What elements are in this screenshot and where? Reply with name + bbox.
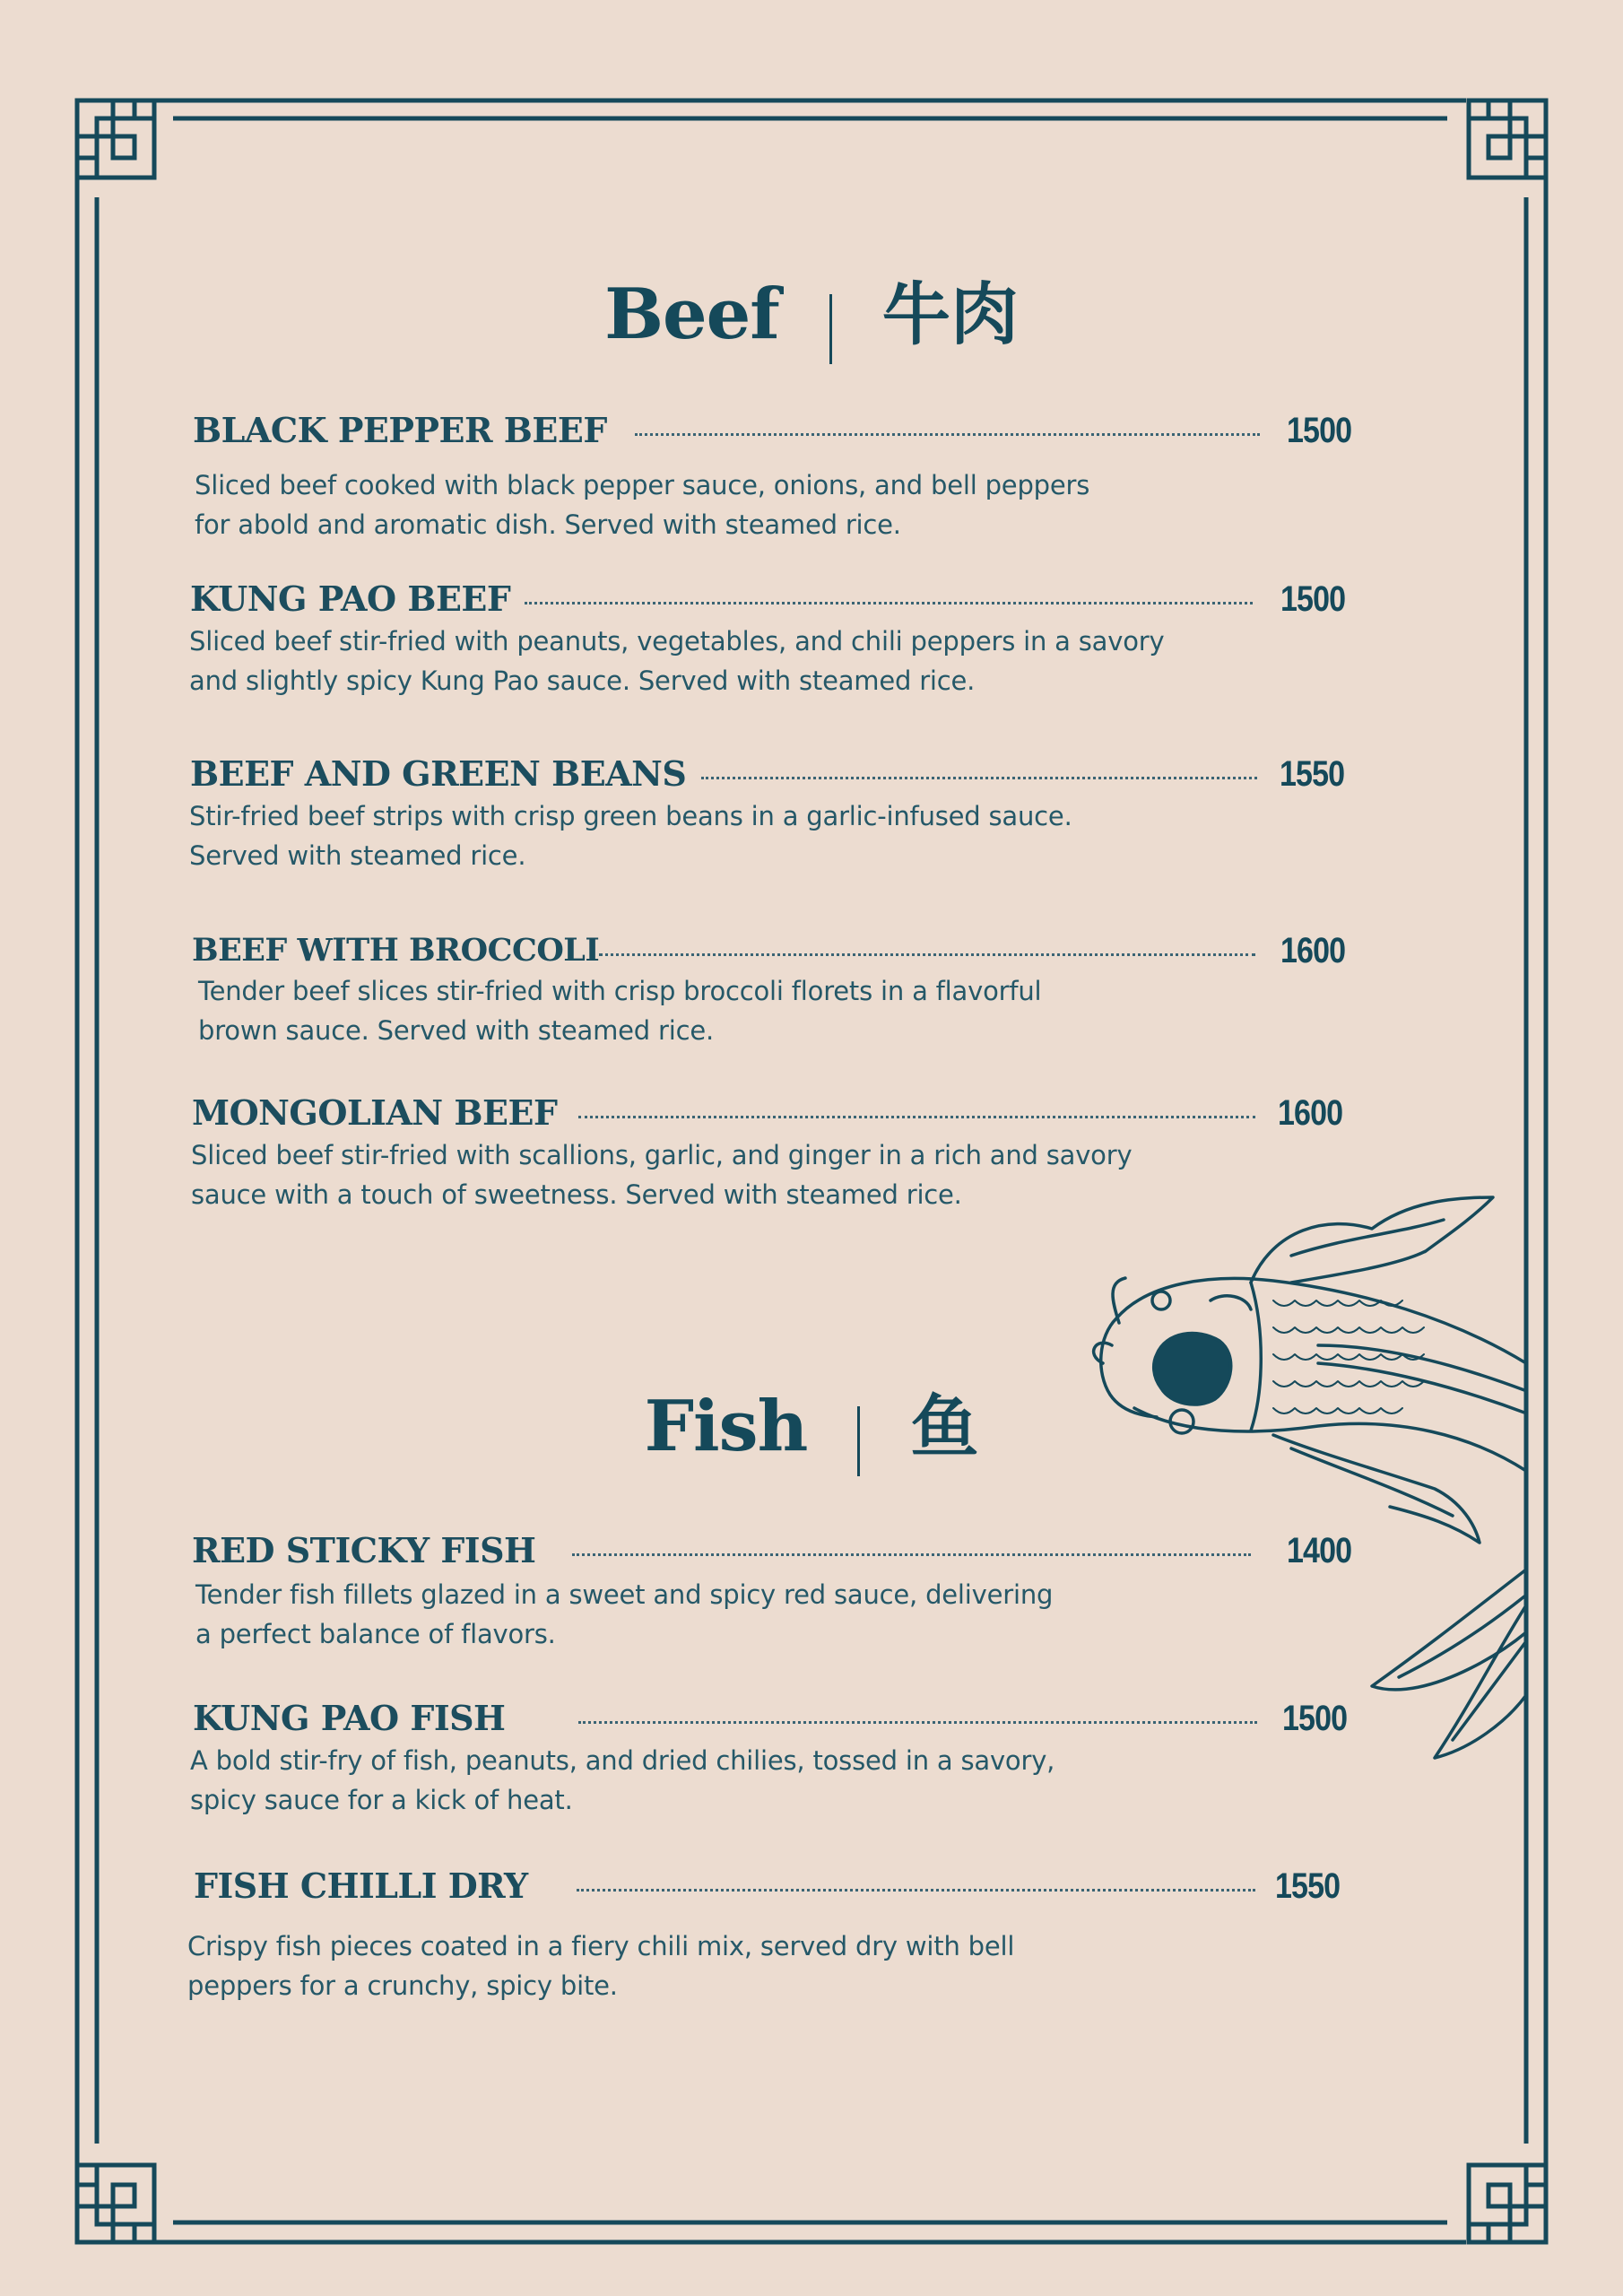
item-description: Sliced beef stir-fried with peanuts, vegetables, and chili peppers in a savory and slightly spicy Kung Pao sauce. Served with steamed rice. — [189, 626, 1165, 696]
item-price: 1500 — [1287, 411, 1352, 450]
section-title-zh: 牛肉 — [881, 274, 1019, 354]
section-title-en: Beef — [604, 274, 779, 355]
section-title-beef — [0, 260, 1623, 370]
dot-leader — [525, 602, 1253, 604]
dot-leader — [635, 433, 1260, 436]
dot-leader — [578, 1721, 1257, 1724]
dot-leader — [572, 1553, 1251, 1556]
item-description: Crispy fish pieces coated in a fiery chili mix, served dry with bell peppers for a crunchy, spicy bite. — [187, 1931, 1015, 2001]
title-divider — [857, 1406, 860, 1476]
item-price: 1600 — [1278, 1093, 1343, 1133]
item-description: Sliced beef cooked with black pepper sauce, onions, and bell peppers for abold and aromatic dish. Served with steamed rice. — [195, 470, 1090, 540]
item-name: FISH CHILLI DRY — [194, 1866, 528, 1906]
item-name: KUNG PAO FISH — [193, 1698, 506, 1738]
dot-leader — [701, 777, 1257, 779]
item-price: 1500 — [1280, 579, 1346, 619]
section-title-zh: 鱼 — [910, 1387, 979, 1466]
item-name: MONGOLIAN BEEF — [192, 1092, 558, 1133]
item-name: BEEF WITH BROCCOLI — [192, 932, 600, 969]
item-name: BLACK PEPPER BEEF — [193, 410, 607, 450]
item-name: RED STICKY FISH — [192, 1530, 536, 1570]
item-price: 1550 — [1280, 754, 1345, 794]
item-price: 1550 — [1275, 1866, 1341, 1906]
item-description: Tender beef slices stir-fried with crisp broccoli florets in a flavorful brown sauce. Served with steamed rice. — [198, 976, 1042, 1046]
section-title-fish — [0, 1372, 1623, 1482]
item-name: BEEF AND GREEN BEANS — [190, 753, 687, 794]
dot-leader — [578, 1116, 1255, 1118]
item-name: KUNG PAO BEEF — [190, 578, 511, 619]
section-title-en: Fish — [644, 1386, 808, 1467]
dot-leader — [599, 953, 1255, 956]
fret-corner-icon — [77, 100, 154, 178]
item-price: 1400 — [1287, 1531, 1352, 1570]
item-description: Sliced beef stir-fried with scallions, garlic, and ginger in a rich and savory sauce with a touch of sweetness. Served with steamed rice. — [191, 1140, 1133, 1210]
item-description: Stir-fried beef strips with crisp green beans in a garlic-infused sauce. Served with steamed rice. — [189, 801, 1072, 871]
title-divider — [829, 294, 832, 364]
dot-leader — [577, 1889, 1255, 1892]
item-price: 1600 — [1280, 931, 1346, 970]
item-description: Tender fish fillets glazed in a sweet and spicy red sauce, delivering a perfect balance of flavors. — [195, 1579, 1054, 1649]
item-description: A bold stir-fry of fish, peanuts, and dried chilies, tossed in a savory, spicy sauce for a kick of heat. — [190, 1745, 1055, 1815]
item-price: 1500 — [1282, 1699, 1348, 1738]
